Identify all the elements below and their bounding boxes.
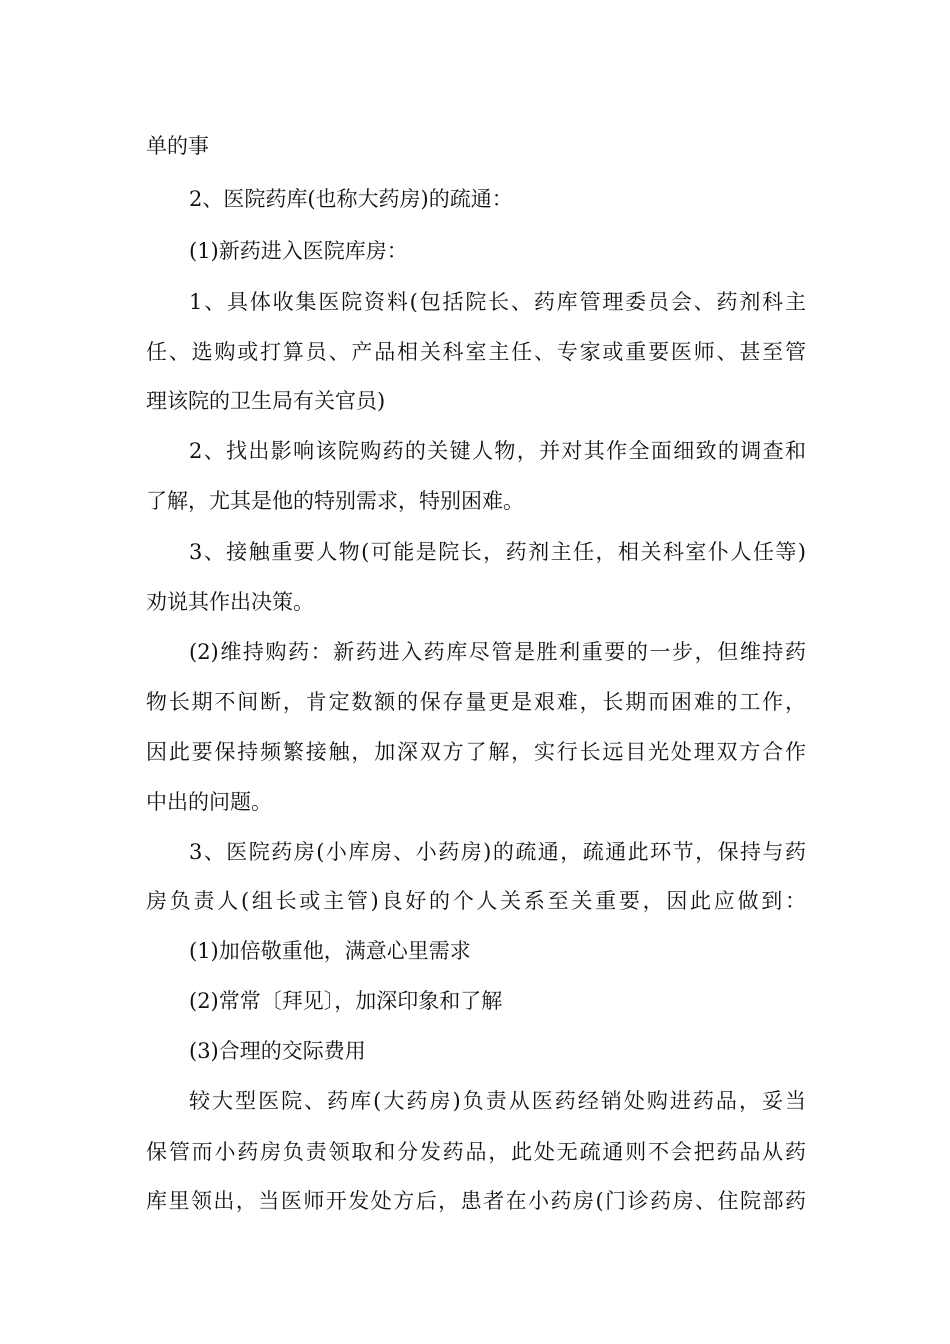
section-heading: 2、医院药库(也称大药房)的疏通： xyxy=(189,187,513,211)
list-item: (1)加倍敬重他，满意心里需求 xyxy=(189,939,471,963)
section-heading: 3、医院药房(小库房、小药房)的疏通，疏通此环节，保持与药 xyxy=(189,840,806,864)
paragraph-line: 1、具体收集医院资料(包括院长、药库管理委员会、药剂科主 xyxy=(189,290,806,314)
paragraph-line: 因此要保持频繁接触，加深双方了解，实行长远目光处理双方合作 xyxy=(146,740,806,764)
paragraph-line: 3、接触重要人物(可能是院长，药剂主任，相关科室仆人任等) xyxy=(189,540,806,564)
paragraph-line: 理该院的卫生局有关官员) xyxy=(146,389,386,413)
list-item: (2)常常〔拜见〕，加深印象和了解 xyxy=(189,989,503,1013)
paragraph-line: 物长期不间断，肯定数额的保存量更是艰难，长期而困难的工作， xyxy=(146,690,806,714)
paragraph-line: 较大型医院、药库(大药房)负责从医药经销处购进药品，妥当 xyxy=(189,1089,806,1113)
paragraph-line: 2、找出影响该院购药的关键人物，并对其作全面细致的调查和 xyxy=(189,439,806,463)
paragraph-line: 保管而小药房负责领取和分发药品，此处无疏通则不会把药品从药 xyxy=(146,1140,806,1164)
paragraph-line: 单的事 xyxy=(146,134,209,158)
paragraph-line: 了解，尤其是他的特别需求，特别困难。 xyxy=(146,489,524,513)
subsection-heading: (1)新药进入医院库房： xyxy=(189,239,408,263)
paragraph-line: (2)维持购药：新药进入药库尽管是胜利重要的一步，但维持药 xyxy=(189,640,806,664)
paragraph-line: 任、选购或打算员、产品相关科室主任、专家或重要医师、甚至管 xyxy=(146,340,806,364)
paragraph-line: 劝说其作出决策。 xyxy=(146,590,314,614)
paragraph-line: 房负责人(组长或主管)良好的个人关系至关重要，因此应做到： xyxy=(146,889,806,913)
list-item: (3)合理的交际费用 xyxy=(189,1039,366,1063)
paragraph-line: 中出的问题。 xyxy=(146,790,272,814)
paragraph-line: 库里领出，当医师开发处方后，患者在小药房(门诊药房、住院部药 xyxy=(146,1189,806,1213)
